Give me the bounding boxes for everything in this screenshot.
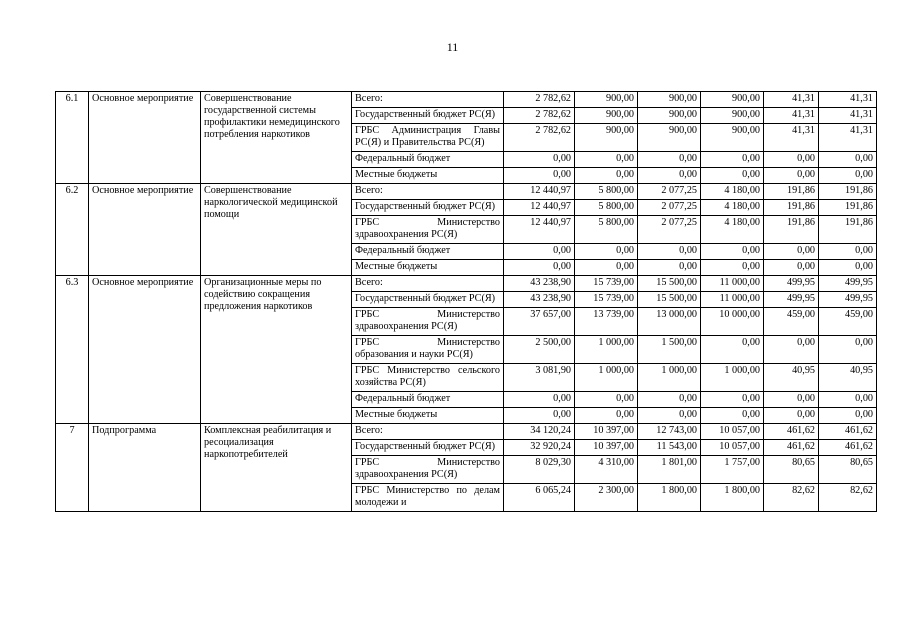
amount-cell: 0,00 <box>504 244 575 260</box>
amount-cell: 5 800,00 <box>575 216 638 244</box>
amount-cell: 0,00 <box>504 260 575 276</box>
amount-cell: 11 000,00 <box>701 292 764 308</box>
table-row <box>56 424 877 440</box>
type-cell: Основное мероприятие <box>89 184 201 276</box>
source-label-cell: Местные бюджеты <box>352 408 504 424</box>
amount-cell: 900,00 <box>575 124 638 152</box>
source-label-cell: Федеральный бюджет <box>352 152 504 168</box>
budget-table <box>55 91 877 512</box>
amount-cell: 41,31 <box>764 92 819 108</box>
amount-cell: 0,00 <box>701 408 764 424</box>
amount-cell: 0,00 <box>575 260 638 276</box>
amount-cell: 11 000,00 <box>701 276 764 292</box>
amount-cell: 0,00 <box>819 408 877 424</box>
amount-cell: 4 180,00 <box>701 200 764 216</box>
amount-cell: 15 739,00 <box>575 292 638 308</box>
amount-cell: 12 743,00 <box>638 424 701 440</box>
amount-cell: 900,00 <box>638 124 701 152</box>
source-label-cell: Государственный бюджет РС(Я) <box>352 440 504 456</box>
amount-cell: 0,00 <box>638 260 701 276</box>
amount-cell: 499,95 <box>819 276 877 292</box>
amount-cell: 80,65 <box>764 456 819 484</box>
amount-cell: 0,00 <box>819 336 877 364</box>
amount-cell: 0,00 <box>764 168 819 184</box>
amount-cell: 0,00 <box>575 168 638 184</box>
amount-cell: 5 800,00 <box>575 184 638 200</box>
amount-cell: 32 920,24 <box>504 440 575 456</box>
amount-cell: 12 440,97 <box>504 184 575 200</box>
amount-cell: 2 782,62 <box>504 92 575 108</box>
amount-cell: 499,95 <box>764 292 819 308</box>
amount-cell: 4 310,00 <box>575 456 638 484</box>
amount-cell: 4 180,00 <box>701 216 764 244</box>
amount-cell: 5 800,00 <box>575 200 638 216</box>
amount-cell: 0,00 <box>638 152 701 168</box>
page-number: 11 <box>446 40 459 54</box>
amount-cell: 0,00 <box>504 408 575 424</box>
amount-cell: 499,95 <box>819 292 877 308</box>
amount-cell: 0,00 <box>819 260 877 276</box>
amount-cell: 0,00 <box>764 260 819 276</box>
amount-cell: 191,86 <box>819 200 877 216</box>
amount-cell: 0,00 <box>701 244 764 260</box>
source-label-cell: ГРБС Министерство здравоохранения РС(Я) <box>352 216 504 244</box>
amount-cell: 0,00 <box>638 408 701 424</box>
amount-cell: 3 081,90 <box>504 364 575 392</box>
source-label-cell: Местные бюджеты <box>352 168 504 184</box>
source-label-cell: Местные бюджеты <box>352 260 504 276</box>
code-cell: 7 <box>56 424 89 512</box>
amount-cell: 1 800,00 <box>638 484 701 512</box>
source-label-cell: Всего: <box>352 184 504 200</box>
amount-cell: 0,00 <box>819 392 877 408</box>
amount-cell: 461,62 <box>764 424 819 440</box>
table-row <box>56 184 877 200</box>
amount-cell: 12 440,97 <box>504 200 575 216</box>
amount-cell: 0,00 <box>504 152 575 168</box>
amount-cell: 82,62 <box>764 484 819 512</box>
amount-cell: 2 077,25 <box>638 216 701 244</box>
amount-cell: 41,31 <box>819 124 877 152</box>
budget-table-body <box>56 92 877 512</box>
amount-cell: 0,00 <box>575 152 638 168</box>
type-cell: Подпрограмма <box>89 424 201 512</box>
amount-cell: 0,00 <box>819 244 877 260</box>
code-cell: 6.2 <box>56 184 89 276</box>
source-label-cell: Государственный бюджет РС(Я) <box>352 108 504 124</box>
amount-cell: 2 077,25 <box>638 200 701 216</box>
amount-cell: 0,00 <box>701 392 764 408</box>
amount-cell: 15 500,00 <box>638 276 701 292</box>
amount-cell: 2 077,25 <box>638 184 701 200</box>
source-label-cell: ГРБС Администрация Главы РС(Я) и Правительства РС(Я) <box>352 124 504 152</box>
amount-cell: 0,00 <box>764 392 819 408</box>
amount-cell: 0,00 <box>701 336 764 364</box>
amount-cell: 191,86 <box>764 216 819 244</box>
amount-cell: 0,00 <box>819 168 877 184</box>
amount-cell: 1 801,00 <box>638 456 701 484</box>
type-cell: Основное мероприятие <box>89 276 201 424</box>
source-label-cell: Федеральный бюджет <box>352 244 504 260</box>
source-label-cell: Всего: <box>352 276 504 292</box>
source-label-cell: ГРБС Министерство образования и науки РС(Я) <box>352 336 504 364</box>
amount-cell: 0,00 <box>701 152 764 168</box>
amount-cell: 0,00 <box>638 392 701 408</box>
amount-cell: 34 120,24 <box>504 424 575 440</box>
amount-cell: 0,00 <box>638 168 701 184</box>
amount-cell: 0,00 <box>764 152 819 168</box>
table-row <box>56 276 877 292</box>
source-label-cell: Всего: <box>352 92 504 108</box>
amount-cell: 43 238,90 <box>504 292 575 308</box>
amount-cell: 43 238,90 <box>504 276 575 292</box>
name-cell: Совершенствование наркологической медицинской помощи <box>201 184 352 276</box>
amount-cell: 461,62 <box>764 440 819 456</box>
amount-cell: 15 739,00 <box>575 276 638 292</box>
amount-cell: 1 000,00 <box>701 364 764 392</box>
amount-cell: 0,00 <box>575 392 638 408</box>
amount-cell: 1 757,00 <box>701 456 764 484</box>
amount-cell: 191,86 <box>764 200 819 216</box>
amount-cell: 0,00 <box>764 408 819 424</box>
amount-cell: 0,00 <box>575 244 638 260</box>
amount-cell: 13 000,00 <box>638 308 701 336</box>
amount-cell: 0,00 <box>764 336 819 364</box>
amount-cell: 0,00 <box>701 168 764 184</box>
amount-cell: 1 000,00 <box>575 336 638 364</box>
amount-cell: 0,00 <box>575 408 638 424</box>
amount-cell: 2 300,00 <box>575 484 638 512</box>
amount-cell: 10 397,00 <box>575 424 638 440</box>
amount-cell: 41,31 <box>819 108 877 124</box>
amount-cell: 40,95 <box>819 364 877 392</box>
amount-cell: 191,86 <box>819 216 877 244</box>
name-cell: Комплексная реабилитация и ресоциализация наркопотребителей <box>201 424 352 512</box>
type-cell: Основное мероприятие <box>89 92 201 184</box>
amount-cell: 900,00 <box>638 92 701 108</box>
amount-cell: 41,31 <box>764 108 819 124</box>
amount-cell: 2 782,62 <box>504 108 575 124</box>
amount-cell: 11 543,00 <box>638 440 701 456</box>
code-cell: 6.1 <box>56 92 89 184</box>
source-label-cell: ГРБС Министерство здравоохранения РС(Я) <box>352 456 504 484</box>
amount-cell: 2 782,62 <box>504 124 575 152</box>
amount-cell: 1 800,00 <box>701 484 764 512</box>
amount-cell: 0,00 <box>504 392 575 408</box>
name-cell: Организационные меры по содействию сокращения предложения наркотиков <box>201 276 352 424</box>
amount-cell: 1 000,00 <box>575 364 638 392</box>
amount-cell: 15 500,00 <box>638 292 701 308</box>
amount-cell: 12 440,97 <box>504 216 575 244</box>
code-cell: 6.3 <box>56 276 89 424</box>
amount-cell: 10 057,00 <box>701 424 764 440</box>
amount-cell: 900,00 <box>638 108 701 124</box>
amount-cell: 10 000,00 <box>701 308 764 336</box>
amount-cell: 0,00 <box>819 152 877 168</box>
amount-cell: 0,00 <box>504 168 575 184</box>
amount-cell: 82,62 <box>819 484 877 512</box>
amount-cell: 900,00 <box>575 108 638 124</box>
amount-cell: 900,00 <box>701 124 764 152</box>
amount-cell: 41,31 <box>819 92 877 108</box>
amount-cell: 10 397,00 <box>575 440 638 456</box>
amount-cell: 0,00 <box>638 244 701 260</box>
source-label-cell: ГРБС Министерство по делам молодежи и <box>352 484 504 512</box>
amount-cell: 459,00 <box>764 308 819 336</box>
source-label-cell: Федеральный бюджет <box>352 392 504 408</box>
amount-cell: 40,95 <box>764 364 819 392</box>
source-label-cell: Всего: <box>352 424 504 440</box>
amount-cell: 41,31 <box>764 124 819 152</box>
amount-cell: 13 739,00 <box>575 308 638 336</box>
amount-cell: 1 500,00 <box>638 336 701 364</box>
amount-cell: 900,00 <box>701 108 764 124</box>
amount-cell: 900,00 <box>701 92 764 108</box>
amount-cell: 0,00 <box>701 260 764 276</box>
amount-cell: 0,00 <box>764 244 819 260</box>
amount-cell: 900,00 <box>575 92 638 108</box>
amount-cell: 461,62 <box>819 424 877 440</box>
amount-cell: 191,86 <box>819 184 877 200</box>
source-label-cell: Государственный бюджет РС(Я) <box>352 200 504 216</box>
amount-cell: 459,00 <box>819 308 877 336</box>
amount-cell: 191,86 <box>764 184 819 200</box>
amount-cell: 37 657,00 <box>504 308 575 336</box>
source-label-cell: ГРБС Министерство сельского хозяйства РС(Я) <box>352 364 504 392</box>
amount-cell: 80,65 <box>819 456 877 484</box>
amount-cell: 6 065,24 <box>504 484 575 512</box>
source-label-cell: Государственный бюджет РС(Я) <box>352 292 504 308</box>
amount-cell: 2 500,00 <box>504 336 575 364</box>
amount-cell: 1 000,00 <box>638 364 701 392</box>
amount-cell: 10 057,00 <box>701 440 764 456</box>
name-cell: Совершенствование государственной системы профилактики немедицинского потребления наркотиков <box>201 92 352 184</box>
amount-cell: 4 180,00 <box>701 184 764 200</box>
amount-cell: 8 029,30 <box>504 456 575 484</box>
amount-cell: 499,95 <box>764 276 819 292</box>
source-label-cell: ГРБС Министерство здравоохранения РС(Я) <box>352 308 504 336</box>
table-row <box>56 92 877 108</box>
amount-cell: 461,62 <box>819 440 877 456</box>
